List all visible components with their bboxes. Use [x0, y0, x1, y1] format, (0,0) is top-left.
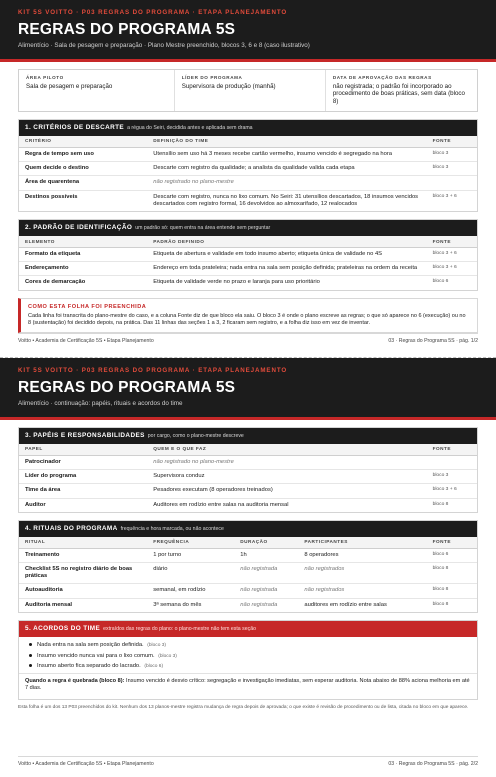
ritual-frequency: 3ª semana do mês	[153, 601, 202, 608]
footer-right: 03 · Regras do Programa 5S · pág. 1/2	[388, 338, 478, 344]
section-title: 1. CRITÉRIOS DE DESCARTE	[25, 123, 125, 131]
page-1-footer	[18, 333, 478, 345]
rule-label: Quando a regra é quebrada (bloco 8):	[25, 677, 125, 684]
column-header: RITUAL	[19, 537, 147, 548]
section-subtitle: extraídos das regras do plano: o plano-mestre não tem esta seção	[103, 625, 256, 632]
agreement-source: (bloco 3)	[147, 643, 166, 649]
section-subtitle: por cargo, como o plano-mestre descreve	[147, 432, 244, 439]
section-title: 2. PADRÃO DE IDENTIFICAÇÃO	[25, 224, 133, 232]
row-key: Cores de demarcação	[25, 279, 86, 286]
section-discard-criteria	[18, 119, 478, 212]
row-key: Auditor	[25, 501, 46, 508]
bullet-icon	[29, 643, 32, 646]
row-value: Pesadores executam (8 operadores treinados)	[147, 484, 426, 498]
page-title: REGRAS DO PROGRAMA 5S	[18, 378, 236, 396]
row-value: Etiqueta de abertura e validade em todo insumo aberto; etiqueta única de validade no 4S	[147, 247, 426, 261]
row-value: não registrado no plano-mestre	[147, 455, 426, 469]
column-header: FONTE	[427, 537, 477, 548]
page-1-header	[0, 0, 496, 62]
row-source: bloco 6	[427, 548, 477, 562]
section-subtitle: um padrão só: quem entra na área entende sem perguntar	[135, 225, 271, 232]
list-item	[29, 661, 471, 671]
footer-left: Voitto • Academia de Certificação 5S • Etapa Planejamento	[18, 338, 154, 344]
ritual-frequency: semanal, em rodízio	[147, 584, 234, 598]
row-value: Auditores em rodízio entre salas na auditoria mensal	[153, 501, 289, 508]
section-roles	[18, 427, 478, 513]
table-row	[19, 162, 477, 176]
info-label: LÍDER DO PROGRAMA	[181, 74, 243, 80]
column-header: FONTE	[427, 136, 477, 147]
row-source: bloco 6	[432, 279, 449, 285]
note-text: Cada linha foi transcrita do plano-mestre do caso, e a coluna Fonte diz de que bloco ela saiu. O bloco 3 é onde o plano escreve as regras; o que só aparece no 6 (execução) ou no 8 (sustentação) foi decidido depois, na prática. Das 11 linhas das seções 1 a 3, 2 ficaram sem registro, e a folha diz isso em vez de inventar.	[28, 312, 466, 326]
column-header: FONTE	[427, 444, 477, 455]
row-key: Regra de tempo sem uso	[19, 147, 147, 161]
column-header: QUEM E O QUE FAZ	[147, 444, 426, 455]
column-header: FONTE	[427, 236, 477, 247]
row-source: bloco 3 + 6	[427, 484, 477, 498]
row-key: Quem decide o destino	[19, 162, 147, 176]
row-value: Endereço em toda prateleira; nada entra na sala sem posição definida; prateleiras na ordem da receita	[147, 262, 426, 276]
row-source: bloco 3	[427, 162, 477, 176]
section-header	[19, 220, 477, 236]
info-value: Sala de pesagem e preparação	[26, 82, 113, 90]
agreement-source: (bloco 3)	[158, 653, 177, 659]
info-program-leader	[175, 70, 326, 111]
column-header: ELEMENTO	[19, 236, 147, 247]
agreements-list	[19, 637, 477, 673]
section-subtitle: a régua do Seiri, decidida antes e aplicada sem drama	[127, 124, 253, 131]
row-value: Descarte com registro, nunca no lixo comum. No Seiri: 31 utensílios descartados, 18 insumos vencidos descartados com registro formal, 16 devolvidos ao almoxarifado, 12 realocados	[153, 193, 419, 207]
ritual-duration: não registrada	[234, 584, 298, 598]
info-value: não registrada; o padrão foi incorporado ao procedimento de boas práticas, sem data (bloco 8)	[332, 82, 465, 106]
row-key: Líder do programa	[19, 470, 147, 484]
column-header: PARTICIPANTES	[298, 537, 426, 548]
how-filled-note	[18, 298, 478, 334]
kicker: KIT 5S VOITTO · P03 REGRAS DO PROGRAMA · ETAPA PLANEJAMENTO	[18, 9, 288, 16]
ritual-duration: não registrada	[234, 562, 298, 583]
row-source: bloco 8	[427, 562, 477, 583]
section-header	[19, 120, 477, 136]
row-value: Etiqueta de validade verde no prazo e laranja para uso prioritário	[153, 279, 320, 286]
row-value: Utensílio sem uso há 3 meses recebe cartão vermelho, insumo vencido é segregado na hora	[147, 147, 426, 161]
rituals-table	[19, 537, 477, 612]
row-value: Supervisora conduz	[147, 470, 426, 484]
ritual-duration: não registrada	[240, 601, 278, 608]
ritual-participants: não registrados	[298, 584, 426, 598]
section-identification-standard	[18, 219, 478, 291]
column-header: PADRÃO DEFINIDO	[147, 236, 426, 247]
row-key: Destinos possíveis	[25, 193, 78, 200]
table-row	[19, 190, 477, 211]
agreement-source: (bloco 6)	[144, 663, 164, 669]
page-subtitle: Alimentício · Sala de pesagem e preparação · Plano Mestre preenchido, blocos 3, 6 e 8 (caso ilustrativo)	[18, 42, 310, 50]
page-2	[0, 358, 496, 777]
ritual-name: Treinamento	[19, 548, 147, 562]
ritual-name: Checklist 5S no registro diário de boas práticas	[19, 562, 147, 583]
table-row	[19, 470, 477, 484]
table-row	[19, 176, 477, 190]
page-title: REGRAS DO PROGRAMA 5S	[18, 20, 236, 38]
ritual-name: Autoauditoria	[19, 584, 147, 598]
column-header: PAPEL	[19, 444, 147, 455]
section-title: 4. RITUAIS DO PROGRAMA	[25, 524, 118, 532]
ritual-frequency: diário	[147, 562, 234, 583]
kicker: KIT 5S VOITTO · P03 REGRAS DO PROGRAMA · ETAPA PLANEJAMENTO	[18, 367, 288, 374]
info-label: ÁREA PILOTO	[26, 74, 64, 80]
identification-table	[19, 236, 477, 290]
ritual-duration: 1h	[234, 548, 298, 562]
ritual-frequency: 1 por turno	[147, 548, 234, 562]
row-source: bloco 8	[432, 501, 449, 507]
section-title: 3. PAPÉIS E RESPONSABILIDADES	[25, 431, 145, 439]
info-approval-date	[326, 70, 477, 111]
ritual-participants: 8 operadores	[298, 548, 426, 562]
roles-table	[19, 444, 477, 512]
page-2-footer	[18, 756, 478, 768]
info-label: DATA DE APROVAÇÃO DAS REGRAS	[332, 74, 432, 80]
row-source	[427, 455, 477, 469]
table-row	[19, 484, 477, 498]
note-title: COMO ESTA FOLHA FOI PREENCHIDA	[28, 303, 147, 310]
row-source: bloco 3 + 6	[432, 193, 457, 199]
table-row	[19, 562, 477, 583]
row-key: Endereçamento	[19, 262, 147, 276]
page-1	[0, 0, 496, 357]
row-source: bloco 3 + 6	[427, 247, 477, 261]
section-rituals	[18, 520, 478, 613]
column-header: FREQUÊNCIA	[147, 537, 234, 548]
row-key: Patrocinador	[19, 455, 147, 469]
table-row	[19, 455, 477, 469]
table-row	[19, 147, 477, 161]
agreement-text: Insumo aberto fica separado do lacrado.	[37, 662, 141, 669]
bullet-icon	[29, 664, 32, 667]
rule-text: Insumo vencido é desvio crítico: segregação e investigação imediatas, sem esperar auditoria. Nota abaixo de 88% aciona melhoria em até 7 dias.	[25, 677, 470, 692]
row-value: Descarte com registro da qualidade; a analista da qualidade valida cada etapa	[147, 162, 426, 176]
footer-left: Voitto • Academia de Certificação 5S • Etapa Planejamento	[18, 761, 154, 767]
table-row	[19, 262, 477, 276]
table-row	[19, 598, 477, 612]
section-header	[19, 521, 477, 537]
discard-criteria-table	[19, 136, 477, 211]
rule-broken-note	[19, 673, 477, 699]
row-source: bloco 8	[427, 584, 477, 598]
page-2-header	[0, 358, 496, 420]
page-subtitle: Alimentício · continuação: papéis, rituais e acordos do time	[18, 400, 183, 408]
table-row	[19, 276, 477, 290]
row-key: Time da área	[19, 484, 147, 498]
section-header	[19, 428, 477, 444]
row-source: bloco 3	[427, 470, 477, 484]
row-source: bloco 3 + 6	[427, 262, 477, 276]
table-row	[19, 548, 477, 562]
info-value: Supervisora de produção (manhã)	[181, 82, 276, 90]
row-key: Formato da etiqueta	[19, 247, 147, 261]
row-value: não registrado no plano-mestre	[147, 176, 426, 190]
table-row	[19, 498, 477, 512]
row-key: Área de quarentena	[19, 176, 147, 190]
table-row	[19, 584, 477, 598]
agreement-text: Insumo vencido nunca vai para o lixo comum.	[37, 652, 155, 659]
row-source: bloco 8	[432, 601, 449, 607]
table-row	[19, 247, 477, 261]
footer-right: 03 · Regras do Programa 5S · pág. 2/2	[388, 761, 478, 767]
ritual-participants: auditores em rodízio entre salas	[304, 601, 387, 608]
info-box	[18, 69, 478, 112]
page-caption: Esta folha é um dos 13 P03 preenchidos do kit. Nenhum dos 13 planos-mestre registra mudança de regra depois de aprovada; o que existe é revisão de procedimento ou de lista, citada no bloco em que aparece.	[18, 704, 469, 710]
section-title: 5. ACORDOS DO TIME	[25, 624, 101, 632]
section-subtitle: frequência e hora marcada, ou não acontece	[120, 525, 224, 532]
column-header: DEFINIÇÃO DO TIME	[147, 136, 426, 147]
bullet-icon	[29, 654, 32, 657]
list-item	[29, 641, 471, 651]
column-header: CRITÉRIO	[19, 136, 147, 147]
agreement-text: Nada entra na sala sem posição definida.	[37, 642, 144, 649]
section-header	[19, 621, 477, 637]
column-header: DURAÇÃO	[234, 537, 298, 548]
ritual-name: Auditoria mensal	[25, 601, 73, 608]
info-pilot-area	[19, 70, 175, 111]
list-item	[29, 651, 471, 661]
row-source: bloco 3	[427, 147, 477, 161]
section-team-agreements	[18, 620, 478, 700]
ritual-participants: não registrados	[298, 562, 426, 583]
row-source	[427, 176, 477, 190]
